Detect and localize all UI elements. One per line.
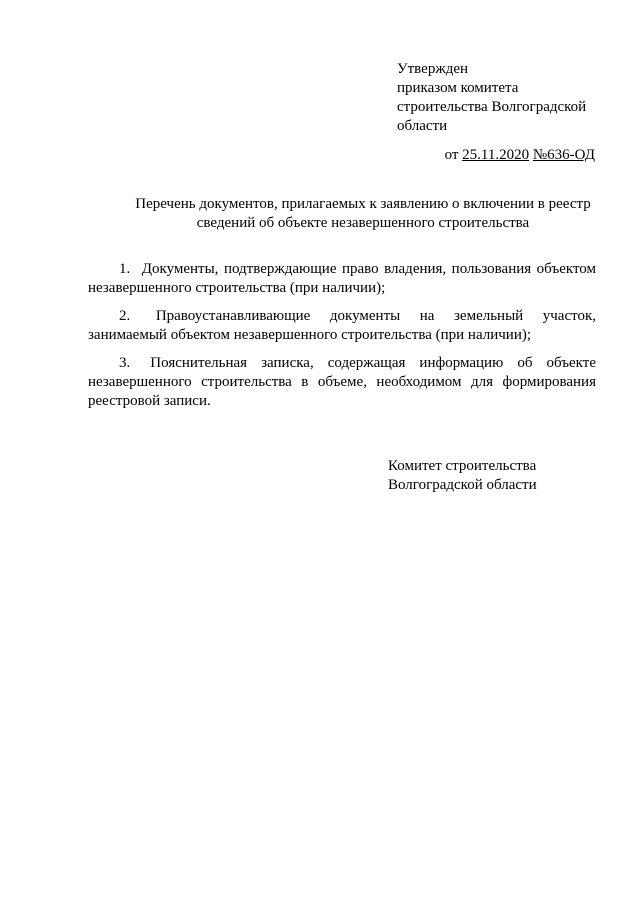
order-number: №636-ОД bbox=[532, 147, 595, 163]
list-item bbox=[88, 354, 596, 411]
approval-line-2: приказом комитета bbox=[397, 80, 519, 96]
document-title bbox=[100, 195, 626, 233]
signature-line-2: Волгоградской области bbox=[388, 477, 537, 493]
list-item-text: Документы, подтверждающие право владения, пользования объектом незавершенного строительства (при наличии); bbox=[88, 261, 597, 296]
list-item-number: 1. bbox=[119, 261, 131, 277]
signature-block bbox=[388, 457, 537, 495]
title-line-2: сведений об объекте незавершенного строительства bbox=[196, 215, 530, 231]
list-item-number: 3. bbox=[119, 355, 131, 371]
list-item-text: Правоустанавливающие документы на земельный участок, занимаемый объектом незавершенного строительства (при наличии); bbox=[88, 308, 596, 343]
title-line-1: Перечень документов, прилагаемых к заявлению о включении в реестр bbox=[135, 196, 591, 212]
document-list bbox=[88, 260, 596, 420]
order-date: 25.11.2020 bbox=[462, 147, 530, 163]
signature-line-1: Комитет строительства bbox=[388, 458, 537, 474]
approval-line-3: строительства Волгоградской bbox=[397, 99, 587, 115]
list-item bbox=[88, 260, 596, 298]
list-item-text: Пояснительная записка, содержащая информацию об объекте незавершенного строительства в объеме, необходимом для формирования реестровой записи. bbox=[88, 355, 596, 409]
order-prefix: от bbox=[444, 147, 459, 163]
approval-block bbox=[397, 60, 586, 136]
order-reference bbox=[445, 147, 595, 164]
list-item bbox=[88, 307, 596, 345]
approval-line-4: области bbox=[397, 118, 448, 134]
approval-line-1: Утвержден bbox=[397, 61, 469, 77]
list-item-number: 2. bbox=[119, 308, 131, 324]
